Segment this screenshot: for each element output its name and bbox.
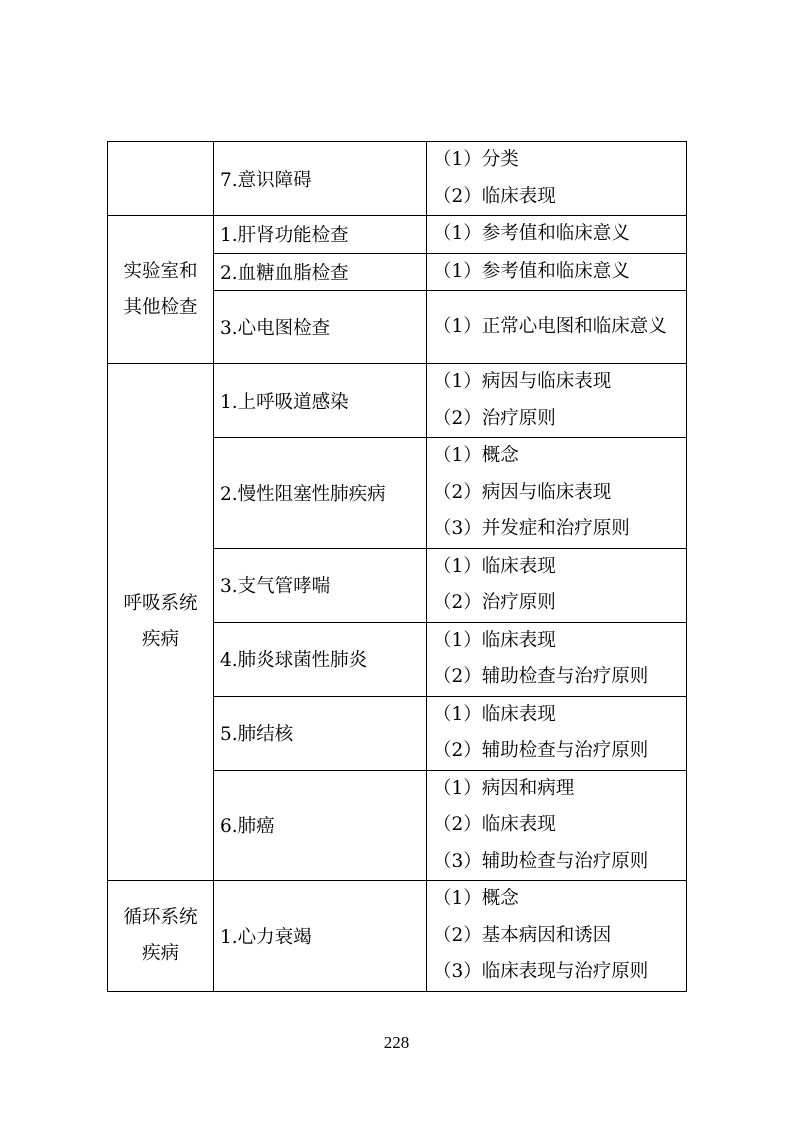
category-line: 其他检查: [123, 296, 198, 318]
topic-cell: 4.肺炎球菌性肺炎: [214, 622, 427, 696]
topic-cell: 3.心电图检查: [214, 291, 427, 364]
points-cell: [427, 438, 687, 549]
point-item: （2）临床表现: [433, 814, 556, 835]
category-cell-empty: [108, 142, 214, 216]
points-cell: [427, 364, 687, 438]
point-item: （3）并发症和治疗原则: [433, 518, 630, 539]
points-cell: [427, 548, 687, 622]
point-item: （2）辅助检查与治疗原则: [433, 740, 649, 761]
topic-cell: 7.意识障碍: [214, 142, 427, 216]
point-item: （2）辅助检查与治疗原则: [433, 666, 649, 687]
table-row: [108, 216, 687, 254]
point-item: （1）正常心电图和临床意义: [433, 315, 667, 337]
table-row: [108, 364, 687, 438]
page-number: 228: [383, 1033, 410, 1052]
points-cell: [427, 622, 687, 696]
category-line: 循环系统: [123, 906, 198, 928]
table-row: [108, 142, 687, 216]
points-cell: [427, 696, 687, 770]
point-item: （1）概念: [433, 888, 519, 909]
point-item: （1）临床表现: [433, 629, 556, 651]
syllabus-table: [107, 141, 687, 992]
topic-cell: 6.肺癌: [214, 770, 427, 881]
point-item: （2）基本病因和诱因: [433, 924, 612, 946]
points-cell: [427, 881, 687, 992]
table-row: [108, 881, 687, 992]
category-cell-circulatory: [108, 881, 214, 992]
point-item: （2）临床表现: [433, 185, 556, 207]
topic-cell: 2.慢性阻塞性肺疾病: [214, 438, 427, 549]
point-item: （1）概念: [433, 445, 519, 466]
points-cell: [427, 291, 687, 364]
point-item: （1）参考值和临床意义: [433, 260, 630, 282]
point-item: （3）临床表现与治疗原则: [433, 961, 649, 982]
category-cell-respiratory: [108, 364, 214, 881]
point-item: （3）辅助检查与治疗原则: [433, 850, 649, 872]
points-cell: [427, 142, 687, 216]
topic-cell: 2.血糖血脂检查: [214, 253, 427, 291]
category-line: 疾病: [141, 629, 179, 650]
point-item: （1）临床表现: [433, 703, 556, 725]
point-item: （2）治疗原则: [433, 407, 556, 429]
topic-cell: 3.支气管哮喘: [214, 548, 427, 622]
points-cell: [427, 253, 687, 291]
topic-cell: 1.肝肾功能检查: [214, 216, 427, 254]
point-item: （1）参考值和临床意义: [433, 223, 630, 244]
topic-cell: 5.肺结核: [214, 696, 427, 770]
point-item: （1）病因和病理: [433, 777, 575, 799]
points-cell: [427, 216, 687, 254]
point-item: （1）分类: [433, 149, 519, 170]
point-item: （1）病因与临床表现: [433, 371, 612, 392]
point-item: （2）治疗原则: [433, 592, 556, 613]
points-cell: [427, 770, 687, 881]
category-cell-lab: [108, 216, 214, 364]
point-item: （1）临床表现: [433, 555, 556, 577]
category-line: 实验室和: [123, 260, 198, 282]
category-line: 疾病: [141, 942, 179, 964]
point-item: （2）病因与临床表现: [433, 481, 612, 503]
category-line: 呼吸系统: [123, 593, 198, 614]
topic-cell: 1.上呼吸道感染: [214, 364, 427, 438]
topic-cell: 1.心力衰竭: [214, 881, 427, 992]
